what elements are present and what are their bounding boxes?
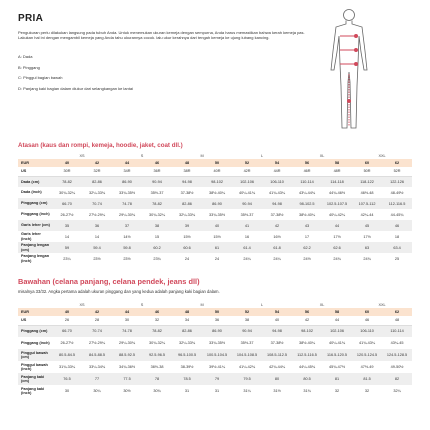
page-title: PRIA xyxy=(18,13,44,24)
cell: 31¾ xyxy=(303,389,311,393)
cell: 15 xyxy=(154,234,160,239)
size-group: L xyxy=(260,153,264,158)
cell: 23¼ xyxy=(63,256,71,261)
cell: 94-98 xyxy=(172,176,202,187)
cell: 66-70 xyxy=(52,325,82,337)
table-row xyxy=(18,209,412,220)
cell: 36½-38 xyxy=(150,365,164,369)
cell: 28 xyxy=(82,316,112,325)
cell: 46 xyxy=(352,316,382,325)
size-group: XL xyxy=(319,302,325,307)
cell: 35½-37 xyxy=(150,190,164,195)
cell: 42¼-44 xyxy=(360,212,374,217)
cell: 15½ xyxy=(183,234,191,239)
marker-b-icon xyxy=(354,48,358,52)
cell: 46 xyxy=(142,308,172,316)
size-group: S xyxy=(140,153,144,158)
cell: 42R xyxy=(232,167,262,176)
cell: 80 xyxy=(262,373,292,385)
cell: 61.4 xyxy=(232,242,262,253)
cell: 40¼-41¾ xyxy=(329,341,346,345)
cell: 35 xyxy=(52,220,82,231)
row-label: US xyxy=(18,167,52,176)
cell: 122-126 xyxy=(382,176,412,187)
cell: 98-102 xyxy=(292,325,322,337)
cell: 24¾ xyxy=(363,256,371,261)
cell: 40 xyxy=(262,316,292,325)
cell: 17 xyxy=(304,234,310,239)
cell: 50 xyxy=(202,159,232,167)
cell: 98-102 xyxy=(202,176,232,187)
row-label: Garis leher (inch) xyxy=(21,232,41,241)
cell: 24¼ xyxy=(273,256,281,261)
cell: 62 xyxy=(382,159,412,167)
cell: 37-38½ xyxy=(270,341,284,345)
cell: 62 xyxy=(382,308,412,316)
size-group-row xyxy=(18,152,412,159)
cell: 38½-40¼ xyxy=(209,190,226,195)
cell: 36R xyxy=(142,167,172,176)
table-row xyxy=(18,198,412,209)
cell: 30¾-32¼ xyxy=(149,212,166,217)
cell: 102.5-107.5 xyxy=(322,198,352,209)
table-row xyxy=(18,337,412,349)
cell: 32 xyxy=(142,316,172,325)
cell: 112-116.5 xyxy=(382,198,412,209)
table-row xyxy=(18,176,412,187)
cell: 29¼-30¾ xyxy=(118,341,136,345)
cell: 54 xyxy=(262,159,292,167)
row-label: Dada (cm) xyxy=(18,176,52,187)
cell: 90-94 xyxy=(142,176,172,187)
cell: 24 xyxy=(214,256,220,261)
cell: 98-102.5 xyxy=(292,198,322,209)
cell: 86-90 xyxy=(202,325,232,337)
cell: 27½-29¼ xyxy=(88,341,106,345)
cell: 33¾-35½ xyxy=(118,190,136,195)
cell: 17½ xyxy=(333,234,341,239)
cell: 34R xyxy=(112,167,142,176)
cell: 82-86 xyxy=(82,176,112,187)
row-label: US xyxy=(18,316,52,325)
cell: 39 xyxy=(172,220,202,231)
cell: 30¾ xyxy=(153,389,161,393)
row-label: Pinggang (cm) xyxy=(18,198,52,209)
cell: 40¼-42¼ xyxy=(329,212,346,217)
cell: 25 xyxy=(394,256,400,261)
cell: 23½ xyxy=(93,256,101,261)
bottoms-section-title: Bawahan (celana panjang, celana pendek, jeans dll) xyxy=(18,277,200,286)
cell: 30¾-32¼ xyxy=(58,190,76,195)
cell: 42 xyxy=(262,220,292,231)
cell: 60 xyxy=(352,308,382,316)
cell: 49-50½ xyxy=(390,365,404,369)
cell: 40R xyxy=(202,167,232,176)
cell: 74-78 xyxy=(112,198,142,209)
cell: 82-86 xyxy=(172,198,202,209)
cell: 116.5-120.5 xyxy=(322,349,352,361)
table-row xyxy=(18,187,412,198)
cell: 14½ xyxy=(123,234,131,239)
cell: 94-98 xyxy=(262,325,292,337)
cell: 35½-37 xyxy=(240,212,254,217)
cell: 41¼-42¾ xyxy=(239,365,256,369)
cell: 30 xyxy=(64,389,70,393)
cell: 108.5-112.5 xyxy=(262,349,292,361)
intro-text: Pengukuran perlu dilakukan langsung pada tubuh Anda. Untuk menemukan ukuran kemeja dengan sempurna, Anda harus memastikan bahwa kerah kemeja pas. Lakukan hal ini dengan mengambil kemeja yang Anda tahu ukurannya cocok. lalu ukur kerahnya dari tengah kemeja ke ujung lubang kancing. xyxy=(18,30,305,41)
cell: 54 xyxy=(262,308,292,316)
cell: 52 xyxy=(232,308,262,316)
cell: 24¾ xyxy=(333,256,341,261)
row-label: Pinggang (inch) xyxy=(21,212,50,217)
cell: 24½ xyxy=(303,256,311,261)
cell: 81.5 xyxy=(352,373,382,385)
cell: 16 xyxy=(244,234,250,239)
cell: 30 xyxy=(112,316,142,325)
size-group: M xyxy=(200,153,204,158)
body-measurement-figure xyxy=(326,6,372,136)
cell: 31 xyxy=(184,389,190,393)
table-row xyxy=(18,325,412,337)
cell: 23½ xyxy=(123,256,131,261)
cell: 26-27½ xyxy=(60,212,74,217)
cell: 48 xyxy=(382,316,412,325)
legend-item-chest: A: Dada xyxy=(18,54,33,59)
cell: 44 xyxy=(322,220,352,231)
cell: 40 xyxy=(202,220,232,231)
row-label: Panjang kaki (inch) xyxy=(21,386,45,395)
cell: 60.6 xyxy=(172,242,202,253)
cell: 79 xyxy=(202,373,232,385)
cell: 33¼-34¾ xyxy=(88,365,106,369)
row-label: Pinggang (cm) xyxy=(18,325,52,337)
cell: 42 xyxy=(82,308,112,316)
cell: 32¼-33¾ xyxy=(88,190,106,195)
size-group: L xyxy=(260,302,264,307)
cell: 86-90 xyxy=(112,176,142,187)
cell: 43 xyxy=(292,220,322,231)
bottoms-size-table xyxy=(18,301,412,397)
cell: 41¾-43¼ xyxy=(269,190,286,195)
cell: 90-94 xyxy=(232,198,262,209)
cell: 18 xyxy=(394,234,400,239)
row-label: Pinggang (inch) xyxy=(21,340,50,345)
row-label: EUR xyxy=(18,308,52,316)
cell: 94-98 xyxy=(262,198,292,209)
cell: 44 xyxy=(322,316,352,325)
cell: 62.6 xyxy=(322,242,352,253)
table-row xyxy=(18,373,412,385)
cell: 44-45¾ xyxy=(390,212,404,217)
cell: 43¼-45 xyxy=(390,341,404,345)
cell: 31¼ xyxy=(243,389,251,393)
row-label: Garis leher (cm) xyxy=(18,220,52,231)
cell: 46 xyxy=(142,159,172,167)
row-label: Pinggul bawah (cm) xyxy=(18,349,52,361)
cell: 102-106 xyxy=(322,325,352,337)
cell: 58 xyxy=(322,308,352,316)
table-row xyxy=(18,349,412,361)
marker-d-icon xyxy=(347,99,351,103)
cell: 32 xyxy=(334,389,340,393)
cell: 66-70 xyxy=(52,198,82,209)
cell: 59 xyxy=(52,242,82,253)
cell: 37-38½ xyxy=(180,190,194,195)
cell: 90-94 xyxy=(232,325,262,337)
cell: 44¾-46½ xyxy=(329,190,346,195)
cell: 82-86 xyxy=(172,325,202,337)
cell: 78-82 xyxy=(142,325,172,337)
cell: 45 xyxy=(352,220,382,231)
cell: 40 xyxy=(52,308,82,316)
cell: 30½ xyxy=(123,389,131,393)
size-group: S xyxy=(140,302,144,307)
cell: 107.5-112 xyxy=(352,198,382,209)
cell: 32¼ xyxy=(393,389,401,393)
cell: 47½-49 xyxy=(360,365,374,369)
size-group: XXL xyxy=(378,153,386,158)
size-group: M xyxy=(200,302,204,307)
cell: 42 xyxy=(82,159,112,167)
table-row xyxy=(18,385,412,397)
table-row xyxy=(18,361,412,373)
cell: 61 xyxy=(202,242,232,253)
cell: 38 xyxy=(142,220,172,231)
cell: 77.5 xyxy=(112,373,142,385)
cell: 80.5 xyxy=(292,373,322,385)
measurement-legend xyxy=(18,54,133,96)
table-row xyxy=(18,220,412,231)
cell: 60 xyxy=(352,159,382,167)
cell: 76.5 xyxy=(52,373,82,385)
cell: 16½ xyxy=(273,234,281,239)
row-label: Panjang kaki (cm) xyxy=(18,373,52,385)
cell: 46 xyxy=(382,220,412,231)
cell: 27½-29¼ xyxy=(88,212,106,217)
cell: 29¼-30¾ xyxy=(118,212,136,217)
cell: 40¼-41¾ xyxy=(239,190,256,195)
cell: 48 xyxy=(172,159,202,167)
cell: 48R xyxy=(322,167,352,176)
cell: 33¾-35½ xyxy=(209,212,226,217)
cell: 44 xyxy=(112,308,142,316)
cell: 48 xyxy=(172,308,202,316)
eu-size-row xyxy=(18,308,412,316)
cell: 61.8 xyxy=(262,242,292,253)
cell: 78-82 xyxy=(52,176,82,187)
cell: 45¾-47½ xyxy=(329,365,346,369)
marker-c-icon xyxy=(354,62,358,66)
cell: 81 xyxy=(322,373,352,385)
cell: 43¼-44¾ xyxy=(299,190,316,195)
row-label: Pinggul bawah (inch) xyxy=(21,362,48,371)
cell: 63.4 xyxy=(382,242,412,253)
tops-size-table xyxy=(18,152,412,264)
cell: 120.5-124.5 xyxy=(352,349,382,361)
cell: 88.5-92.5 xyxy=(112,349,142,361)
cell: 42¾-44¼ xyxy=(269,365,286,369)
cell: 44¼-45¾ xyxy=(299,365,316,369)
cell: 124.5-128.5 xyxy=(382,349,412,361)
cell: 41 xyxy=(232,220,262,231)
cell: 40 xyxy=(52,159,82,167)
size-group: XS xyxy=(79,153,85,158)
cell: 32R xyxy=(82,167,112,176)
row-label: Dada (inch) xyxy=(21,190,42,195)
cell: 42 xyxy=(292,316,322,325)
table-row xyxy=(18,242,412,253)
cell: 36 xyxy=(82,220,112,231)
legend-item-hip: C: Pinggul bagian bawah xyxy=(18,75,63,81)
cell: 32 xyxy=(364,389,370,393)
cell: 58 xyxy=(322,159,352,167)
legend-item-waist: B: Pinggang xyxy=(18,64,40,70)
size-group: XXL xyxy=(378,302,386,307)
size-group-row xyxy=(18,301,412,308)
cell: 38 xyxy=(232,316,262,325)
cell: 63 xyxy=(352,242,382,253)
row-label: EUR xyxy=(18,159,52,167)
legend-item-inseam: D: Panjang kaki bagian dalam diukur dari selangkangan ke lantai xyxy=(18,85,133,91)
cell: 38½-40¼ xyxy=(299,341,316,345)
cell: 110-114 xyxy=(292,176,322,187)
cell: 37-38½ xyxy=(270,212,284,217)
size-group: XL xyxy=(319,153,325,158)
cell: 77 xyxy=(82,373,112,385)
cell: 44 xyxy=(112,159,142,167)
cell: 92.5-96.5 xyxy=(142,349,172,361)
cell: 15½ xyxy=(213,234,221,239)
cell: 82 xyxy=(382,373,412,385)
cell: 78-82 xyxy=(142,198,172,209)
cell: 70-74 xyxy=(82,198,112,209)
cell: 84.5-88.5 xyxy=(82,349,112,361)
cell: 35½-37 xyxy=(240,341,254,345)
cell: 80.5-84.5 xyxy=(52,349,82,361)
cell: 56 xyxy=(292,159,322,167)
cell: 62.2 xyxy=(292,242,322,253)
cell: 78 xyxy=(142,373,172,385)
cell: 14 xyxy=(64,234,70,239)
cell: 33¾-35½ xyxy=(209,341,226,345)
cell: 106-110 xyxy=(352,325,382,337)
cell: 74-78 xyxy=(112,325,142,337)
cell: 106-110 xyxy=(262,176,292,187)
cell: 86-90 xyxy=(202,198,232,209)
table-row xyxy=(18,253,412,264)
cell: 70-74 xyxy=(82,325,112,337)
row-label: Panjang lengan (inch) xyxy=(21,254,50,263)
cell: 52R xyxy=(382,167,412,176)
row-label: Panjang lengan (cm) xyxy=(18,242,52,253)
cell: 24¼ xyxy=(243,256,251,261)
cell: 52 xyxy=(232,159,262,167)
cell: 50 xyxy=(202,308,232,316)
cell: 32¼-33¾ xyxy=(179,212,196,217)
cell: 110-114 xyxy=(382,325,412,337)
cell: 26-27½ xyxy=(60,341,74,345)
cell: 46½-48 xyxy=(360,190,374,195)
cell: 41¾-43¼ xyxy=(359,341,376,345)
cell: 78.5 xyxy=(172,373,202,385)
eu-size-row xyxy=(18,159,412,167)
cell: 60.2 xyxy=(142,242,172,253)
cell: 38½-40¼ xyxy=(299,212,316,217)
cell: 26 xyxy=(52,316,82,325)
cell: 102-106 xyxy=(232,176,262,187)
bottoms-note: misalnya 33/32. Angka pertama adalah ukuran pinggang dan yang kedua adalah panjang kaki bagian dalam. xyxy=(18,289,220,294)
marker-a-icon xyxy=(354,34,358,38)
cell: 50R xyxy=(352,167,382,176)
cell: 31¾-33¼ xyxy=(58,365,76,369)
cell: 34 xyxy=(172,316,202,325)
table-row xyxy=(18,316,412,325)
cell: 96.5-100.5 xyxy=(172,349,202,361)
cell: 38R xyxy=(172,167,202,176)
cell: 79.5 xyxy=(232,373,262,385)
cell: 31 xyxy=(214,389,220,393)
cell: 30¼ xyxy=(93,389,101,393)
size-group: XS xyxy=(79,302,85,307)
cell: 46R xyxy=(292,167,322,176)
cell: 112.5-116.5 xyxy=(292,349,322,361)
cell: 36 xyxy=(202,316,232,325)
cell: 32¼-33¾ xyxy=(179,341,196,345)
cell: 59.4 xyxy=(82,242,112,253)
cell: 14 xyxy=(94,234,100,239)
cell: 31½ xyxy=(273,389,281,393)
cell: 30¾-32¼ xyxy=(149,341,166,345)
cell: 104.5-108.5 xyxy=(232,349,262,361)
tops-section-title: Atasan (kaus dan rompi, kemeja, hoodie, jaket, coat dll.) xyxy=(18,142,183,149)
cell: 114-118 xyxy=(322,176,352,187)
cell: 17½ xyxy=(363,234,371,239)
cell: 23¾ xyxy=(153,256,161,261)
cell: 48-49½ xyxy=(390,190,404,195)
cell: 24 xyxy=(184,256,190,261)
table-row xyxy=(18,167,412,176)
cell: 39½-41¼ xyxy=(209,365,226,369)
cell: 100.5-104.5 xyxy=(202,349,232,361)
cell: 38-39½ xyxy=(180,365,194,369)
cell: 44R xyxy=(262,167,292,176)
table-row xyxy=(18,231,412,242)
cell: 37 xyxy=(112,220,142,231)
cell: 34¾-36½ xyxy=(118,365,136,369)
cell: 30R xyxy=(52,167,82,176)
cell: 118-122 xyxy=(352,176,382,187)
cell: 56 xyxy=(292,308,322,316)
cell: 59.8 xyxy=(112,242,142,253)
